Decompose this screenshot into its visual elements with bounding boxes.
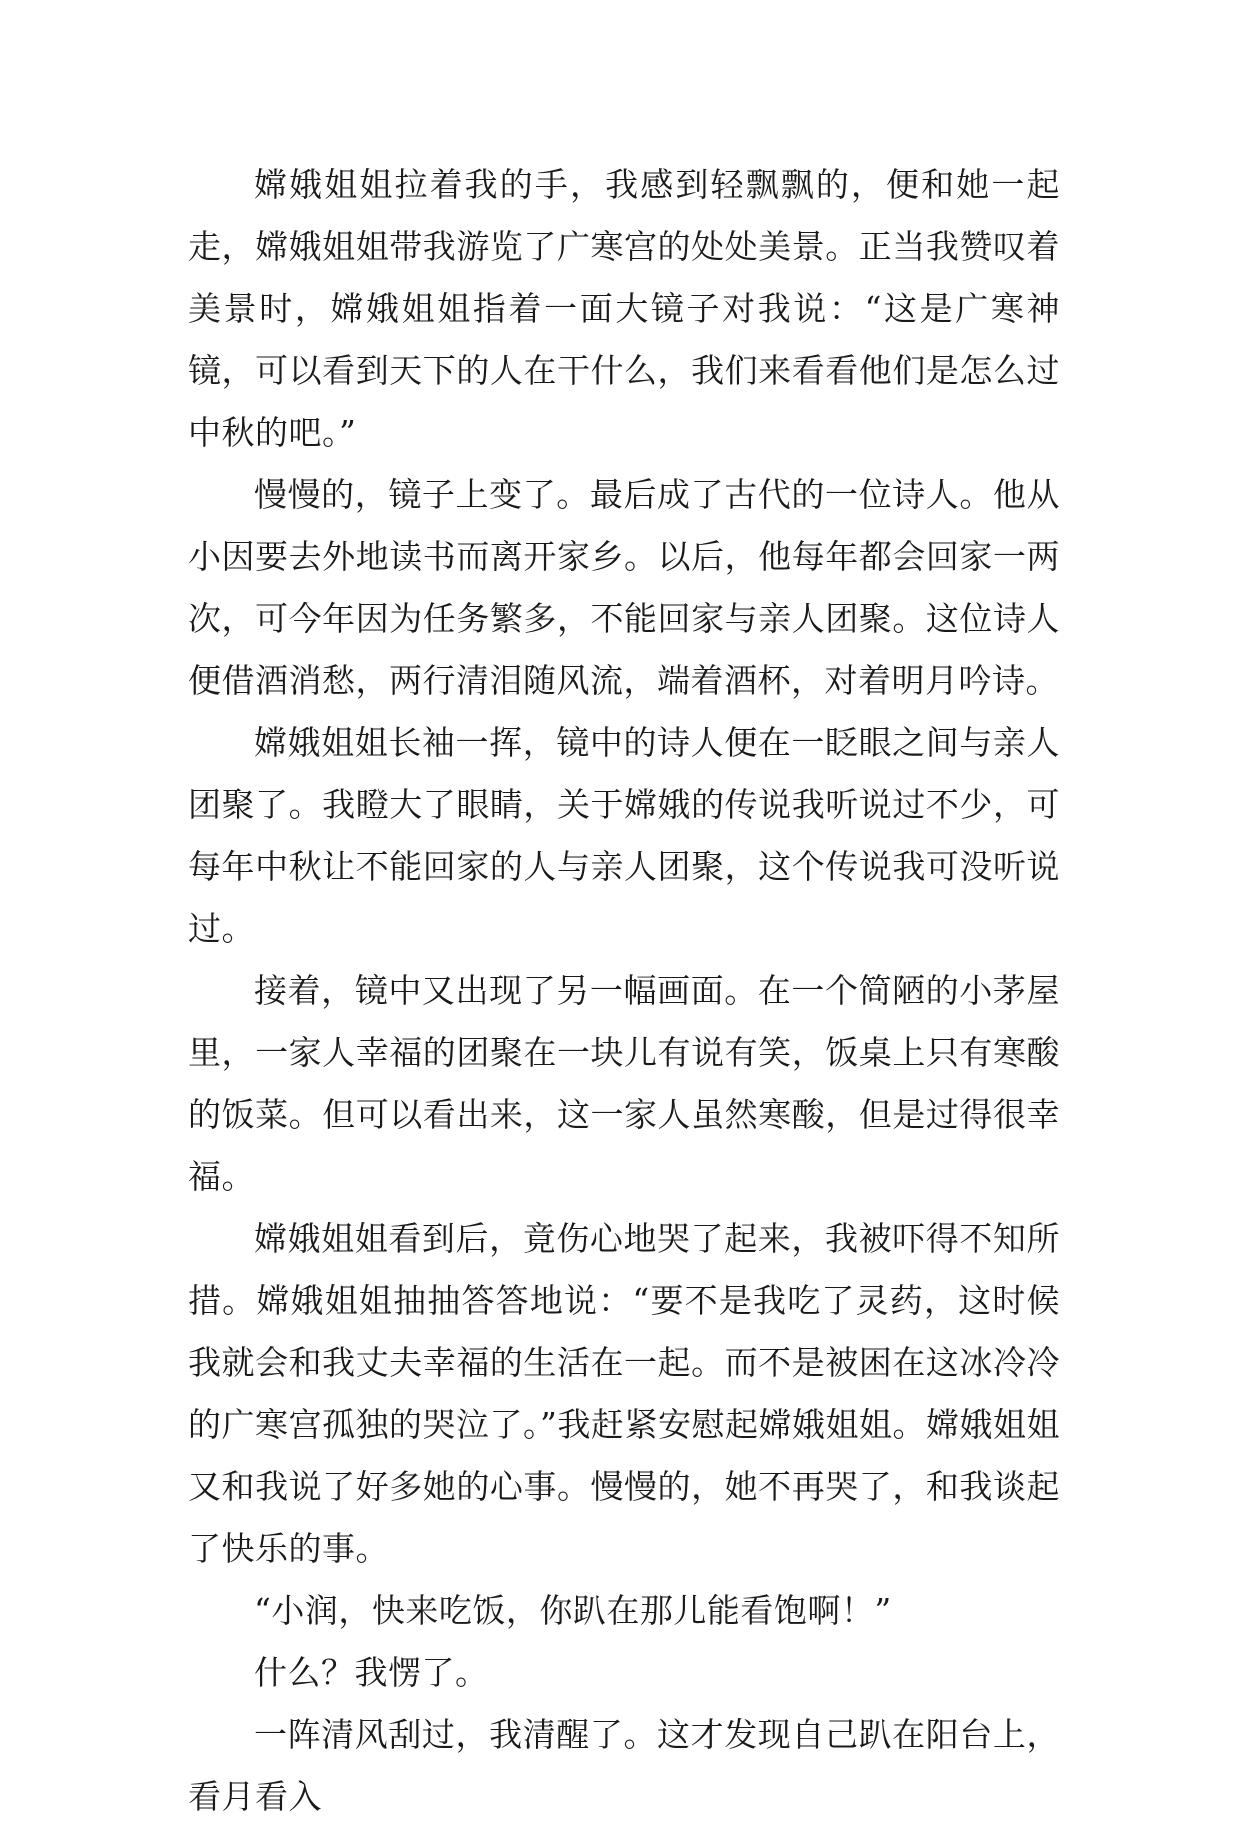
paragraph-2: 慢慢的，镜子上变了。最后成了古代的一位诗人。他从小因要去外地读书而离开家乡。以后，他每年都会回家一两次，可今年因为任务繁多，不能回家与亲人团聚。这位诗人便借酒消愁，两行清泪随风流，端着酒杯，对着明月吟诗。 [188,475,1060,700]
paragraph-4: 接着，镜中又出现了另一幅画面。在一个简陋的小茅屋里，一家人幸福的团聚在一块儿有说有笑，饭桌上只有寒酸的饭菜。但可以看出来，这一家人虽然寒酸，但是过得很幸福。 [188,971,1060,1196]
paragraph-5: 嫦娥姐姐看到后，竟伤心地哭了起来，我被吓得不知所措。嫦娥姐姐抽抽答答地说：“要不是我吃了灵药，这时候我就会和我丈夫幸福的生活在一起。而不是被困在这冰冷冷的广寒宫孤独的哭泣了。”我赶紧安慰起嫦娥姐姐。嫦娥姐姐又和我说了好多她的心事。慢慢的，她不再哭了，和我谈起了快乐的事。 [188,1219,1060,1568]
paragraph-1: 嫦娥姐姐拉着我的手，我感到轻飘飘的，便和她一起走，嫦娥姐姐带我游览了广寒宫的处处美景。正当我赞叹着美景时，嫦娥姐姐指着一面大镜子对我说：“这是广寒神镜，可以看到天下的人在干什么，我们来看看他们是怎么过中秋的吧。” [188,165,1060,452]
paragraph-6: “小润，快来吃饭，你趴在那儿能看饱啊！” [254,1591,892,1630]
paragraph-7: 什么？我愣了。 [254,1653,489,1692]
document-body [188,154,1060,1828]
paragraph-8: 一阵清风刮过，我清醒了。这才发现自己趴在阳台上，看月看入 [188,1715,1060,1816]
paragraph-3: 嫦娥姐姐长袖一挥，镜中的诗人便在一眨眼之间与亲人团聚了。我瞪大了眼睛，关于嫦娥的传说我听说过不少，可每年中秋让不能回家的人与亲人团聚，这个传说我可没听说过。 [188,723,1060,948]
